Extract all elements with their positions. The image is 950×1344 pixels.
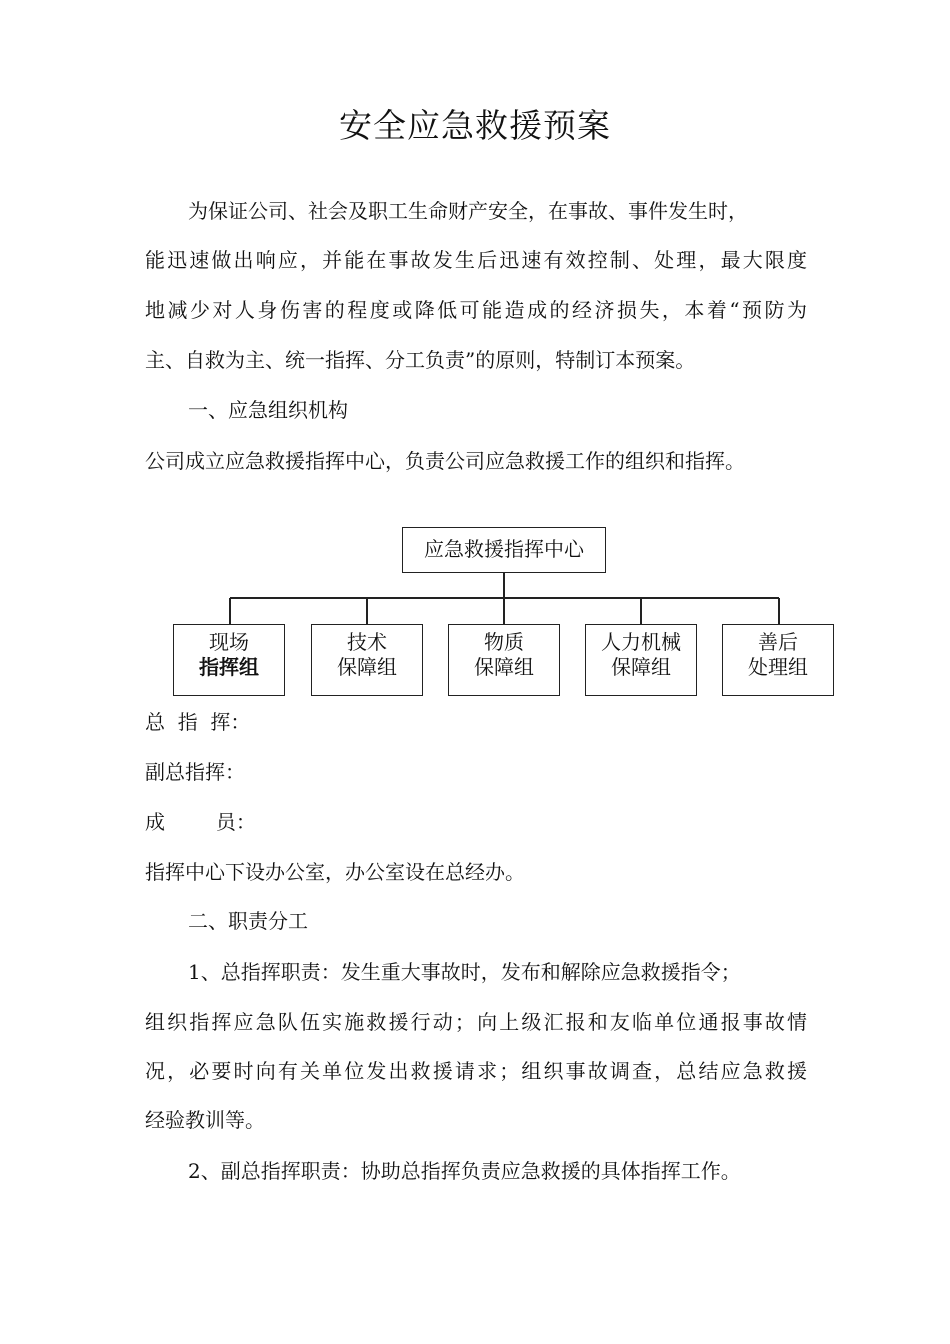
- org-group-line1: 人力机械: [601, 630, 681, 654]
- duty2-line: 2、副总指挥职责：协助总指挥负责应急救援的具体指挥工作。: [188, 1159, 741, 1183]
- duty1-line-3: 况，必要时向有关单位发出救援请求；组织事故调查，总结应急救援: [145, 1059, 807, 1083]
- intro-line-3: 地减少对人身伤害的程度或降低可能造成的经济损失，本着“预防为: [145, 298, 807, 322]
- org-group-line2: 保障组: [611, 655, 671, 679]
- org-group-line2: 指挥组: [199, 655, 259, 679]
- intro-line-4: 主、自救为主、统一指挥、分工负责”的原则，特制订本预案。: [145, 348, 696, 372]
- role-deputy: 副总指挥：: [145, 760, 245, 784]
- org-group-box: [722, 624, 834, 696]
- document-title: 安全应急救援预案: [339, 106, 611, 145]
- org-group-box: [448, 624, 560, 696]
- section2-heading: 二、职责分工: [188, 909, 308, 933]
- intro-line-2: 能迅速做出响应，并能在事故发生后迅速有效控制、处理，最大限度: [145, 248, 807, 272]
- org-group-line2: 保障组: [474, 655, 534, 679]
- org-group-box: [585, 624, 697, 696]
- org-group-box: [311, 624, 423, 696]
- org-root-label: 应急救援指挥中心: [424, 537, 584, 561]
- duty1-line-1: 1、总指挥职责：发生重大事故时，发布和解除应急救援指令；: [188, 960, 741, 984]
- org-group-line2: 处理组: [748, 655, 808, 679]
- intro-line-1: 为保证公司、社会及职工生命财产安全，在事故、事件发生时，: [188, 199, 748, 223]
- org-group-line1: 现场: [209, 630, 249, 654]
- office-note: 指挥中心下设办公室，办公室设在总经办。: [145, 860, 525, 884]
- duty1-line-2: 组织指挥应急队伍实施救援行动；向上级汇报和友临单位通报事故情: [145, 1010, 807, 1034]
- org-group-box: [173, 624, 285, 696]
- org-group-line1: 善后: [758, 630, 798, 654]
- org-group-line1: 技术: [347, 630, 387, 654]
- section1-heading: 一、应急组织机构: [188, 398, 348, 422]
- org-group-line2: 保障组: [337, 655, 397, 679]
- section1-description: 公司成立应急救援指挥中心，负责公司应急救援工作的组织和指挥。: [145, 449, 745, 473]
- role-chief: 总 指 挥：: [145, 710, 251, 734]
- org-group-line1: 物质: [484, 630, 524, 654]
- duty1-line-4: 经验教训等。: [145, 1108, 265, 1132]
- org-root-box: [402, 527, 606, 573]
- role-members: 成 员：: [145, 810, 256, 834]
